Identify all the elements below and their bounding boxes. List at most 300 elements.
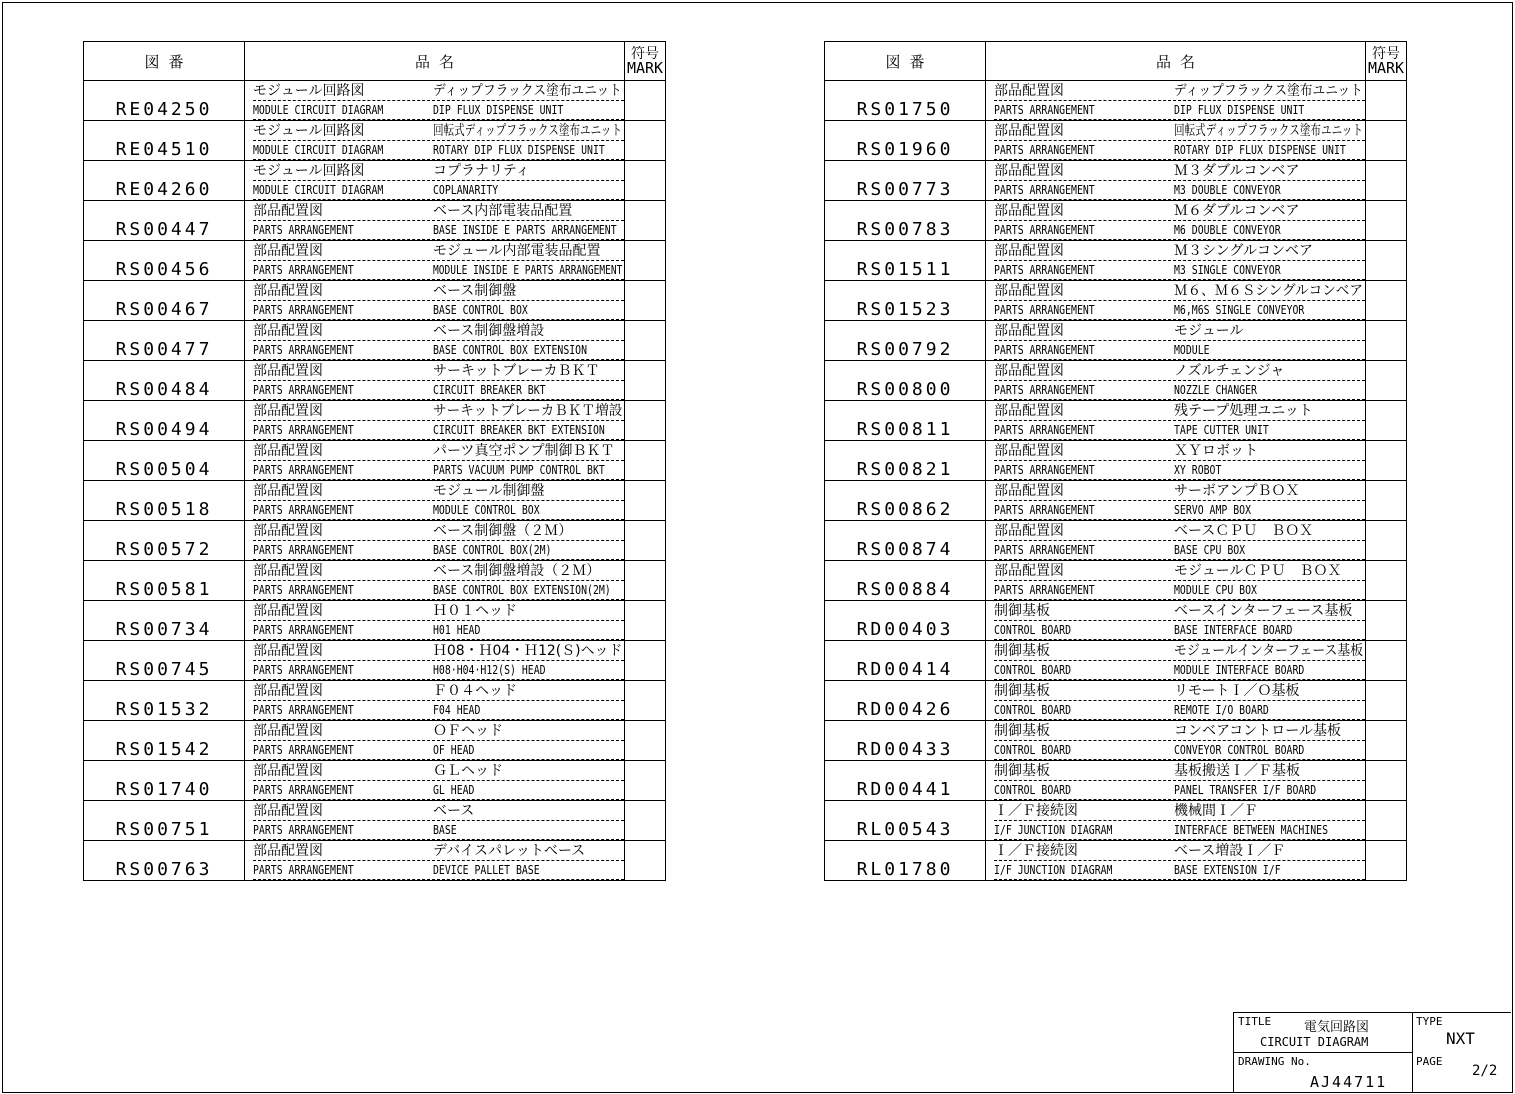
mark-cell: [1366, 841, 1407, 881]
mark-cell: [1366, 761, 1407, 801]
item-name-jp: サーキットブレーカＢＫＴ増設: [433, 403, 623, 419]
drawing-type-jp: モジュール回路図: [253, 123, 365, 139]
drawing-type-jp: 部品配置図: [253, 323, 323, 339]
mark-cell: [625, 521, 666, 561]
mark-cell: [625, 721, 666, 761]
table-row: [84, 121, 666, 161]
drawing-type-en: I/F JUNCTION DIAGRAM: [994, 863, 1113, 877]
drawing-type-en: PARTS ARRANGEMENT: [253, 543, 354, 557]
item-name-jp: デバイスパレットベース: [433, 843, 586, 859]
item-name-jp: ベースインターフェース基板: [1174, 603, 1353, 619]
table-row: [825, 521, 1407, 561]
mark-cell: [1366, 121, 1407, 161]
item-name-jp: Ｍ６ダブルコンベア: [1174, 203, 1300, 219]
drawing-type-jp: 部品配置図: [994, 563, 1064, 579]
drawing-number: RD00433: [825, 721, 986, 761]
mark-cell: [1366, 801, 1407, 841]
drawing-type-jp: 部品配置図: [994, 283, 1064, 299]
drawing-type-jp: 制御基板: [994, 643, 1050, 659]
drawing-number: RS00447: [84, 201, 245, 241]
item-name-jp: ＧＬヘッド: [433, 763, 503, 779]
drawing-number: RD00426: [825, 681, 986, 721]
drawing-type-en: PARTS ARRANGEMENT: [253, 503, 354, 517]
item-name: [245, 721, 625, 761]
mark-cell: [1366, 281, 1407, 321]
table-row: [825, 281, 1407, 321]
drawing-type-jp: 部品配置図: [994, 483, 1064, 499]
mark-cell: [625, 601, 666, 641]
drawing-number: RS00477: [84, 321, 245, 361]
item-name: [986, 121, 1366, 161]
item-name: [245, 81, 625, 121]
table-row: [825, 361, 1407, 401]
drawing-type-jp: 部品配置図: [253, 443, 323, 459]
item-name-jp: ディップフラックス塗布ユニット: [1174, 83, 1363, 99]
item-name-en: BASE CONTROL BOX EXTENSION(2M): [433, 583, 611, 597]
mark-cell: [1366, 361, 1407, 401]
title-en: CIRCUIT DIAGRAM: [1260, 1035, 1369, 1049]
drawing-type-jp: 部品配置図: [253, 763, 323, 779]
mark-cell: [625, 321, 666, 361]
drawing-number: RS00783: [825, 201, 986, 241]
table-row: [825, 401, 1407, 441]
item-name: [986, 801, 1366, 841]
table-row: [84, 761, 666, 801]
drawing-type-jp: 制御基板: [994, 603, 1050, 619]
table-row: [825, 201, 1407, 241]
item-name: [986, 321, 1366, 361]
item-name-en: BASE: [433, 823, 457, 837]
drawing-type-jp: 部品配置図: [994, 123, 1064, 139]
type-label: TYPE: [1416, 1015, 1443, 1028]
item-name-en: BASE INTERFACE BOARD: [1174, 623, 1293, 637]
item-name-jp: ベースＣＰＵ ＢＯＸ: [1174, 523, 1314, 539]
item-name: [986, 681, 1366, 721]
drawing-number: RS00572: [84, 521, 245, 561]
item-name-en: DEVICE PALLET BASE: [433, 863, 540, 877]
mark-cell: [625, 761, 666, 801]
drawing-type-en: PARTS ARRANGEMENT: [253, 223, 354, 237]
item-name: [245, 801, 625, 841]
page-value: 2/2: [1472, 1063, 1498, 1079]
item-name-en: M3 SINGLE CONVEYOR: [1174, 263, 1281, 277]
drawing-type-en: MODULE CIRCUIT DIAGRAM: [253, 103, 384, 117]
table-row: [825, 321, 1407, 361]
item-name-en: MODULE INSIDE E PARTS ARRANGEMENT: [433, 263, 623, 277]
mark-cell: [1366, 481, 1407, 521]
item-name-en: INTERFACE BETWEEN MACHINES: [1174, 823, 1329, 837]
item-name: [245, 321, 625, 361]
title-block: [1233, 1012, 1511, 1092]
drawing-no-label: DRAWING No.: [1238, 1055, 1311, 1068]
item-name-en: DIP FLUX DISPENSE UNIT: [1174, 103, 1305, 117]
item-name: [986, 81, 1366, 121]
drawing-type-en: PARTS ARRANGEMENT: [253, 463, 354, 477]
drawing-number: RS00456: [84, 241, 245, 281]
item-name-jp: モジュールインターフェース基板: [1174, 643, 1364, 659]
header-mark: [1366, 42, 1407, 81]
mark-cell: [1366, 161, 1407, 201]
drawing-number: RS00811: [825, 401, 986, 441]
drawing-type-en: PARTS ARRANGEMENT: [253, 743, 354, 757]
item-name: [986, 721, 1366, 761]
drawing-type-en: PARTS ARRANGEMENT: [253, 783, 354, 797]
drawing-type-en: PARTS ARRANGEMENT: [253, 343, 354, 357]
drawing-type-en: PARTS ARRANGEMENT: [994, 583, 1095, 597]
mark-cell: [625, 201, 666, 241]
item-name: [986, 521, 1366, 561]
item-name: [986, 761, 1366, 801]
drawing-type-en: PARTS ARRANGEMENT: [253, 263, 354, 277]
table-row: [84, 641, 666, 681]
drawing-type-jp: モジュール回路図: [253, 83, 365, 99]
mark-cell: [625, 281, 666, 321]
item-name-en: PARTS VACUUM PUMP CONTROL BKT: [433, 463, 605, 477]
drawing-type-en: CONTROL BOARD: [994, 623, 1072, 637]
drawing-number: RL00543: [825, 801, 986, 841]
item-name-en: NOZZLE CHANGER: [1174, 383, 1257, 397]
drawing-number: RS00751: [84, 801, 245, 841]
drawing-type-en: CONTROL BOARD: [994, 743, 1072, 757]
table-row: [84, 321, 666, 361]
item-name-jp: コプラナリティ: [433, 163, 530, 179]
mark-cell: [625, 681, 666, 721]
drawing-number: RS01523: [825, 281, 986, 321]
drawing-type-en: PARTS ARRANGEMENT: [994, 303, 1095, 317]
item-name: [245, 521, 625, 561]
item-name-jp: 残テープ処理ユニット: [1174, 403, 1313, 419]
mark-cell: [625, 241, 666, 281]
item-name-jp: ディップフラックス塗布ユニット: [433, 83, 622, 99]
mark-cell: [1366, 681, 1407, 721]
item-name-jp: ノズルチェンジャ: [1174, 363, 1285, 379]
item-name-jp: Ｈ08・Ｈ04・Ｈ12(Ｓ)ヘッド: [433, 643, 623, 659]
item-name: [245, 441, 625, 481]
drawing-type-jp: 部品配置図: [994, 243, 1064, 259]
drawing-number: RS01740: [84, 761, 245, 801]
table-row: [84, 281, 666, 321]
item-name-en: BASE CPU BOX: [1174, 543, 1246, 557]
item-name: [986, 841, 1366, 881]
drawing-number: RD00441: [825, 761, 986, 801]
item-name: [245, 641, 625, 681]
item-name-en: COPLANARITY: [433, 183, 499, 197]
drawing-number: RS01532: [84, 681, 245, 721]
item-name-jp: 機械間Ｉ／Ｆ: [1174, 803, 1258, 819]
drawing-number: RS00763: [84, 841, 245, 881]
mark-cell: [625, 441, 666, 481]
drawing-type-en: MODULE CIRCUIT DIAGRAM: [253, 183, 384, 197]
table-row: [84, 521, 666, 561]
item-name: [986, 401, 1366, 441]
header-drawing-no: 図 番: [825, 42, 986, 81]
item-name-en: MODULE: [1174, 343, 1210, 357]
drawing-index-table-left: [83, 41, 666, 881]
item-name-en: ROTARY DIP FLUX DISPENSE UNIT: [1174, 143, 1346, 157]
drawing-number: RD00414: [825, 641, 986, 681]
table-row: [84, 361, 666, 401]
item-name-en: BASE CONTROL BOX: [433, 303, 528, 317]
table-row: [825, 441, 1407, 481]
drawing-number: RS00745: [84, 641, 245, 681]
item-name-en: REMOTE I/O BOARD: [1174, 703, 1269, 717]
item-name-jp: リモートＩ／Ｏ基板: [1174, 683, 1300, 699]
item-name-en: GL HEAD: [433, 783, 475, 797]
item-name: [245, 841, 625, 881]
mark-cell: [1366, 601, 1407, 641]
drawing-index-table-right: [824, 41, 1407, 881]
drawing-type-en: MODULE CIRCUIT DIAGRAM: [253, 143, 384, 157]
mark-cell: [1366, 561, 1407, 601]
drawing-number: RS00884: [825, 561, 986, 601]
drawing-type-jp: 部品配置図: [253, 203, 323, 219]
drawing-type-en: PARTS ARRANGEMENT: [253, 703, 354, 717]
drawing-number: RS00504: [84, 441, 245, 481]
table-header-row: [825, 42, 1407, 81]
item-name: [986, 601, 1366, 641]
drawing-type-jp: 部品配置図: [994, 163, 1064, 179]
type-value: NXT: [1446, 1029, 1475, 1048]
item-name-jp: ＸＹロボット: [1174, 443, 1258, 459]
mark-cell: [625, 401, 666, 441]
item-name-jp: Ｈ０１ヘッド: [433, 603, 517, 619]
drawing-type-jp: Ｉ／Ｆ接続図: [994, 803, 1078, 819]
item-name-en: H08·H04·H12(S) HEAD: [433, 663, 546, 677]
item-name-jp: 回転式ディップフラックス塗布ユニット: [433, 123, 622, 139]
item-name: [986, 201, 1366, 241]
item-name-en: F04 HEAD: [433, 703, 481, 717]
drawing-type-en: PARTS ARRANGEMENT: [994, 343, 1095, 357]
drawing-type-jp: 部品配置図: [994, 443, 1064, 459]
item-name-en: MODULE INTERFACE BOARD: [1174, 663, 1305, 677]
item-name-jp: ベース制御盤増設: [433, 323, 545, 339]
table-row: [825, 761, 1407, 801]
table-row: [825, 801, 1407, 841]
mark-cell: [625, 801, 666, 841]
drawing-type-jp: 部品配置図: [253, 643, 323, 659]
drawing-number: RE04250: [84, 81, 245, 121]
drawing-type-en: CONTROL BOARD: [994, 663, 1072, 677]
drawing-type-en: PARTS ARRANGEMENT: [994, 463, 1095, 477]
table-row: [84, 161, 666, 201]
table-row: [825, 561, 1407, 601]
item-name-en: CIRCUIT BREAKER BKT EXTENSION: [433, 423, 605, 437]
mark-cell: [625, 641, 666, 681]
drawing-type-jp: 部品配置図: [253, 483, 323, 499]
item-name-en: M3 DOUBLE CONVEYOR: [1174, 183, 1281, 197]
drawing-type-en: PARTS ARRANGEMENT: [253, 583, 354, 597]
item-name: [245, 161, 625, 201]
drawing-number: RS00484: [84, 361, 245, 401]
item-name-en: M6,M6S SINGLE CONVEYOR: [1174, 303, 1305, 317]
mark-cell: [1366, 441, 1407, 481]
item-name-en: BASE INSIDE E PARTS ARRANGEMENT: [433, 223, 617, 237]
table-row: [825, 601, 1407, 641]
drawing-type-jp: 部品配置図: [994, 403, 1064, 419]
item-name: [245, 561, 625, 601]
drawing-type-jp: 制御基板: [994, 763, 1050, 779]
title-label: TITLE: [1238, 1015, 1272, 1028]
drawing-type-jp: モジュール回路図: [253, 163, 365, 179]
drawing-type-en: PARTS ARRANGEMENT: [253, 623, 354, 637]
item-name: [245, 761, 625, 801]
item-name-en: DIP FLUX DISPENSE UNIT: [433, 103, 564, 117]
mark-cell: [1366, 201, 1407, 241]
item-name: [245, 601, 625, 641]
item-name-jp: モジュール制御盤: [433, 483, 545, 499]
table-row: [825, 841, 1407, 881]
item-name: [986, 441, 1366, 481]
table-row: [84, 721, 666, 761]
drawing-type-jp: 部品配置図: [253, 723, 323, 739]
title-jp: 電気回路図: [1304, 1020, 1370, 1035]
table-row: [84, 241, 666, 281]
item-name-jp: 基板搬送Ｉ／Ｆ基板: [1174, 763, 1300, 779]
item-name: [986, 241, 1366, 281]
item-name-en: H01 HEAD: [433, 623, 481, 637]
header-name: 品 名: [986, 42, 1366, 81]
header-mark: [625, 42, 666, 81]
drawing-type-en: PARTS ARRANGEMENT: [253, 863, 354, 877]
drawing-number: RS00467: [84, 281, 245, 321]
drawing-type-en: PARTS ARRANGEMENT: [253, 383, 354, 397]
item-name-en: CIRCUIT BREAKER BKT: [433, 383, 546, 397]
drawing-number: RS01542: [84, 721, 245, 761]
drawing-number: RE04510: [84, 121, 245, 161]
item-name: [245, 361, 625, 401]
drawing-type-jp: 制御基板: [994, 723, 1050, 739]
header-drawing-no: 図 番: [84, 42, 245, 81]
drawing-number: RS00518: [84, 481, 245, 521]
item-name-jp: ベース制御盤増設（２Ｍ）: [433, 563, 601, 579]
item-name-jp: ＯＦヘッド: [433, 723, 503, 739]
item-name-en: M6 DOUBLE CONVEYOR: [1174, 223, 1281, 237]
item-name: [245, 681, 625, 721]
item-name-jp: ベース内部電装品配置: [433, 203, 573, 219]
drawing-type-jp: Ｉ／Ｆ接続図: [994, 843, 1078, 859]
drawing-type-jp: 部品配置図: [253, 363, 323, 379]
item-name-jp: ベース制御盤（２Ｍ）: [433, 523, 573, 539]
drawing-number: RS01511: [825, 241, 986, 281]
drawing-number: RS00581: [84, 561, 245, 601]
mark-cell: [625, 481, 666, 521]
item-name-jp: Ｍ３ダブルコンベア: [1174, 163, 1300, 179]
item-name: [245, 201, 625, 241]
header-name: 品 名: [245, 42, 625, 81]
item-name-jp: モジュールＣＰＵ ＢＯＸ: [1174, 563, 1342, 579]
table-row: [825, 161, 1407, 201]
drawing-number: RS00800: [825, 361, 986, 401]
item-name-en: XY ROBOT: [1174, 463, 1222, 477]
item-name: [986, 361, 1366, 401]
mark-cell: [1366, 401, 1407, 441]
table-row: [84, 681, 666, 721]
item-name: [986, 561, 1366, 601]
item-name-jp: パーツ真空ポンプ制御ＢＫＴ: [433, 443, 615, 459]
item-name: [245, 481, 625, 521]
drawing-type-jp: 部品配置図: [253, 283, 323, 299]
header-mark-jp: 符号: [1372, 46, 1400, 62]
drawing-type-jp: 部品配置図: [994, 83, 1064, 99]
drawing-number: RS00494: [84, 401, 245, 441]
drawing-type-jp: 部品配置図: [994, 523, 1064, 539]
item-name: [245, 241, 625, 281]
drawing-type-en: PARTS ARRANGEMENT: [253, 423, 354, 437]
drawing-type-jp: 部品配置図: [994, 323, 1064, 339]
table-row: [84, 401, 666, 441]
drawing-type-en: PARTS ARRANGEMENT: [994, 183, 1095, 197]
table-row: [84, 561, 666, 601]
item-name: [245, 281, 625, 321]
header-mark-en: MARK: [626, 59, 664, 77]
drawing-type-en: I/F JUNCTION DIAGRAM: [994, 823, 1113, 837]
mark-cell: [1366, 321, 1407, 361]
table-header-row: [84, 42, 666, 81]
table-row: [84, 441, 666, 481]
drawing-type-jp: 部品配置図: [253, 683, 323, 699]
table-row: [825, 641, 1407, 681]
drawing-type-jp: 部品配置図: [253, 603, 323, 619]
drawing-type-jp: 部品配置図: [994, 203, 1064, 219]
item-name-en: TAPE CUTTER UNIT: [1174, 423, 1269, 437]
drawing-type-jp: 部品配置図: [994, 363, 1064, 379]
drawing-number: RE04260: [84, 161, 245, 201]
drawing-type-en: PARTS ARRANGEMENT: [253, 823, 354, 837]
item-name-en: CONVEYOR CONTROL BOARD: [1174, 743, 1305, 757]
table-row: [825, 721, 1407, 761]
item-name-jp: Ｆ０４ヘッド: [433, 683, 517, 699]
table-row: [825, 681, 1407, 721]
drawing-type-en: PARTS ARRANGEMENT: [994, 263, 1095, 277]
item-name-jp: ベース制御盤: [433, 283, 517, 299]
drawing-type-en: PARTS ARRANGEMENT: [994, 543, 1095, 557]
item-name-jp: サーボアンプＢＯＸ: [1174, 483, 1300, 499]
item-name-en: MODULE CONTROL BOX: [433, 503, 540, 517]
page-label: PAGE: [1416, 1055, 1443, 1068]
item-name-en: PANEL TRANSFER I/F BOARD: [1174, 783, 1317, 797]
drawing-type-jp: 部品配置図: [253, 803, 323, 819]
drawing-type-en: PARTS ARRANGEMENT: [994, 223, 1095, 237]
drawing-number: RS01750: [825, 81, 986, 121]
mark-cell: [1366, 81, 1407, 121]
item-name-en: ROTARY DIP FLUX DISPENSE UNIT: [433, 143, 605, 157]
item-name: [245, 121, 625, 161]
drawing-type-jp: 部品配置図: [253, 243, 323, 259]
table-row: [84, 201, 666, 241]
item-name-jp: 回転式ディップフラックス塗布ユニット: [1174, 123, 1363, 139]
mark-cell: [625, 81, 666, 121]
header-mark-jp: 符号: [631, 46, 659, 62]
drawing-type-jp: 部品配置図: [253, 843, 323, 859]
item-name: [986, 481, 1366, 521]
drawing-number: RD00403: [825, 601, 986, 641]
drawing-number: RS00734: [84, 601, 245, 641]
drawing-number: RS01960: [825, 121, 986, 161]
table-row: [84, 801, 666, 841]
drawing-type-jp: 部品配置図: [253, 403, 323, 419]
item-name-en: BASE EXTENSION I/F: [1174, 863, 1281, 877]
drawing-type-en: PARTS ARRANGEMENT: [253, 303, 354, 317]
item-name-en: MODULE CPU BOX: [1174, 583, 1257, 597]
mark-cell: [1366, 721, 1407, 761]
table-row: [84, 601, 666, 641]
mark-cell: [625, 121, 666, 161]
item-name-en: BASE CONTROL BOX EXTENSION: [433, 343, 588, 357]
table-row: [84, 481, 666, 521]
drawing-number: RL01780: [825, 841, 986, 881]
drawing-number: RS00821: [825, 441, 986, 481]
table-row: [84, 81, 666, 121]
